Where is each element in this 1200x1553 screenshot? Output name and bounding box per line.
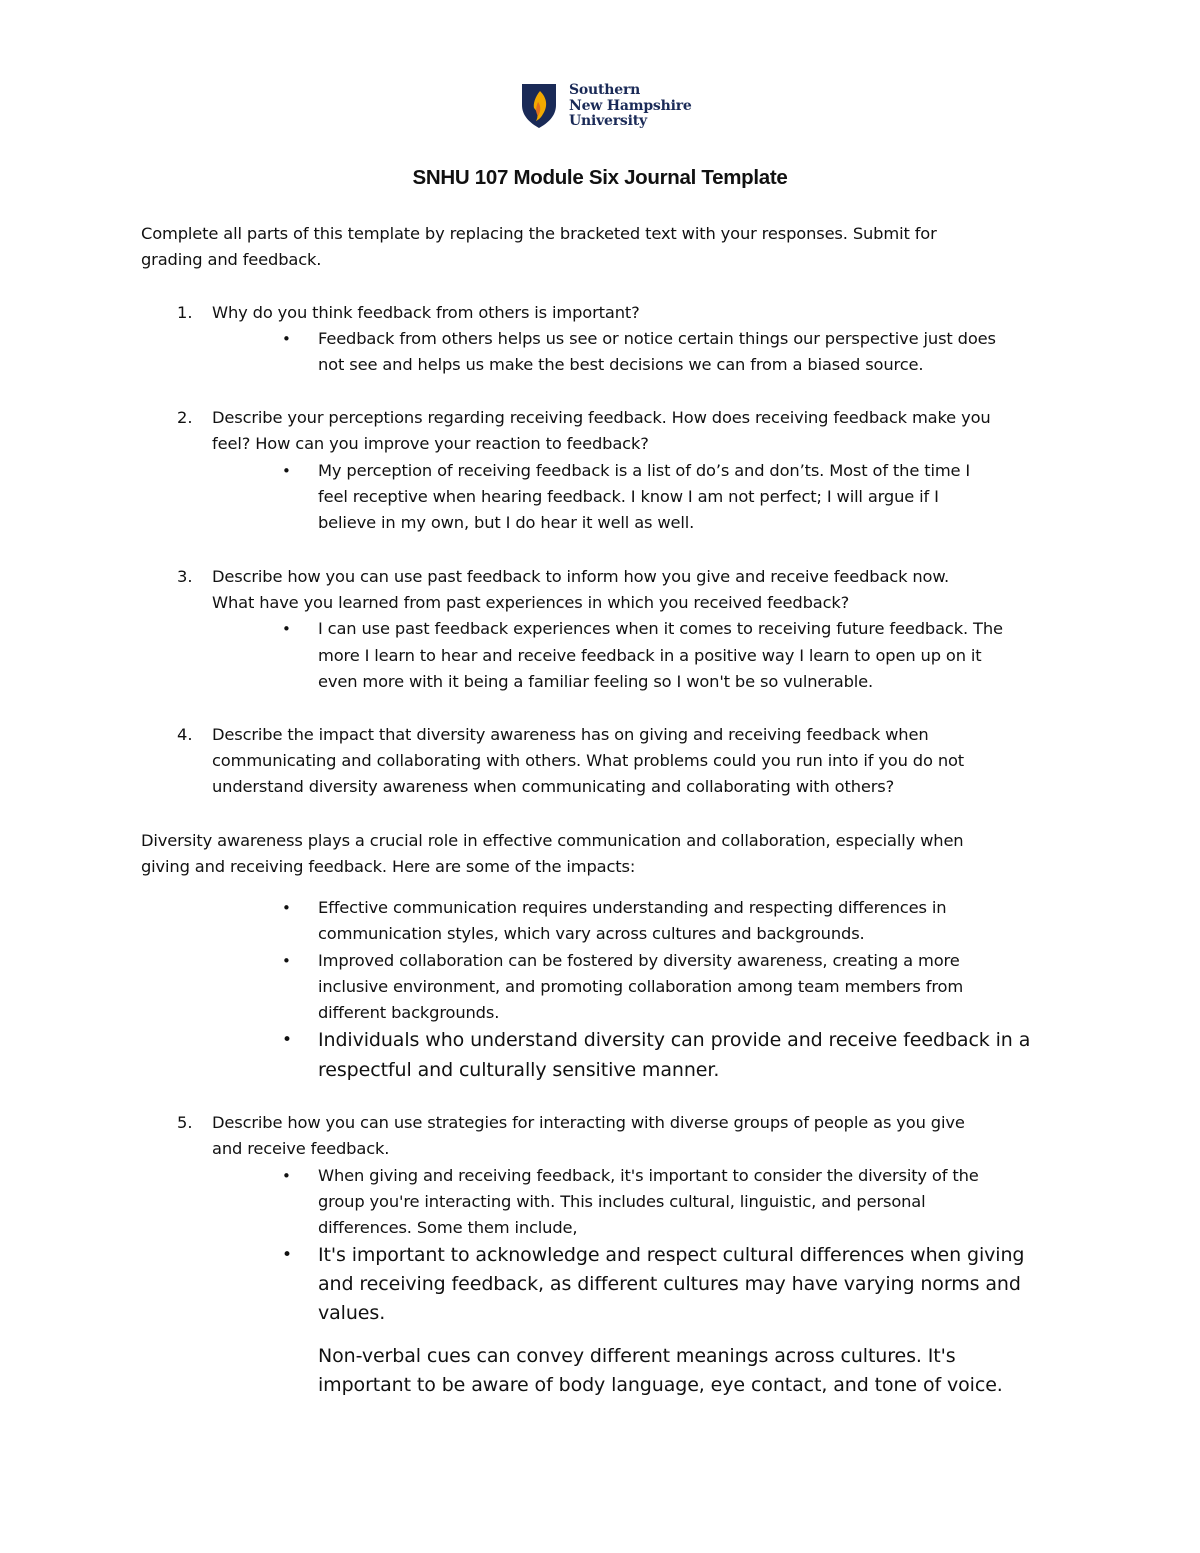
q5-answer-a-line-1: When giving and receiving feedback, it's important to consider the diversity of the xyxy=(318,1166,979,1185)
snhu-logo xyxy=(521,83,692,130)
impact-c-bullet-icon: • xyxy=(282,1030,293,1050)
q1-answer-line-2: not see and helps us make the best decisions we can from a biased source. xyxy=(318,355,924,374)
intro-line-1: Complete all parts of this template by replacing the bracketed text with your responses. Submit for xyxy=(141,224,937,243)
intro-line-2: grading and feedback. xyxy=(141,250,322,269)
q3-bullet-icon: • xyxy=(282,620,291,638)
shield-flame-logo-icon xyxy=(521,83,557,129)
q5-answer-b-line-2: and receiving feedback, as different cultures may have varying norms and xyxy=(318,1273,1021,1295)
q4-question-line-2: communicating and collaborating with others. What problems could you run into if you do not xyxy=(212,751,965,770)
impact-a-bullet-icon: • xyxy=(282,899,291,917)
impact-b-line-3: different backgrounds. xyxy=(318,1003,500,1022)
q5-question-line-1: Describe how you can use strategies for interacting with diverse groups of people as you give xyxy=(212,1113,965,1132)
q5-answer-a-bullet-icon: • xyxy=(282,1167,291,1185)
q1-bullet-icon: • xyxy=(282,330,291,348)
q1-answer-line-1: Feedback from others helps us see or notice certain things our perspective just does xyxy=(318,329,996,348)
q3-question-line-2: What have you learned from past experiences in which you received feedback? xyxy=(212,593,850,612)
q5-answer-c-line-1: Non-verbal cues can convey different meanings across cultures. It's xyxy=(318,1345,956,1367)
impact-c-line-2: respectful and culturally sensitive manner. xyxy=(318,1059,720,1081)
q2-answer-line-3: believe in my own, but I do hear it well as well. xyxy=(318,513,695,532)
q5-answer-a-line-2: group you're interacting with. This includes cultural, linguistic, and personal xyxy=(318,1192,926,1211)
impact-a-line-2: communication styles, which vary across cultures and backgrounds. xyxy=(318,924,865,943)
q3-answer-line-2: more I learn to hear and receive feedback in a positive way I learn to open up on it xyxy=(318,646,982,665)
impact-c-line-1: Individuals who understand diversity can provide and receive feedback in a xyxy=(318,1029,1031,1051)
q2-question-line-1: Describe your perceptions regarding receiving feedback. How does receiving feedback make you xyxy=(212,408,991,427)
q1-number: 1. xyxy=(177,303,193,322)
logo-line-1: Southern xyxy=(569,82,641,98)
q5-question-line-2: and receive feedback. xyxy=(212,1139,390,1158)
diversity-intro-line-2: giving and receiving feedback. Here are some of the impacts: xyxy=(141,857,636,876)
impact-b-line-2: inclusive environment, and promoting collaboration among team members from xyxy=(318,977,964,996)
logo-line-2: New Hampshire xyxy=(569,97,692,114)
q2-answer-line-2: feel receptive when hearing feedback. I know I am not perfect; I will argue if I xyxy=(318,487,939,506)
q5-answer-a-line-3: differences. Some them include, xyxy=(318,1218,578,1237)
q3-question-line-1: Describe how you can use past feedback to inform how you give and receive feedback now. xyxy=(212,567,950,586)
q5-answer-b-line-1: It's important to acknowledge and respect cultural differences when giving xyxy=(318,1244,1025,1266)
q5-answer-b-line-3: values. xyxy=(318,1302,386,1324)
logo-line-3: University xyxy=(569,113,647,129)
q1-question-line-1: Why do you think feedback from others is important? xyxy=(212,303,640,322)
logo-wordmark xyxy=(569,83,692,130)
q3-number: 3. xyxy=(177,567,193,586)
document-title: SNHU 107 Module Six Journal Template xyxy=(412,166,788,189)
q2-bullet-icon: • xyxy=(282,462,291,480)
q5-answer-c-line-2: important to be aware of body language, eye contact, and tone of voice. xyxy=(318,1374,1003,1396)
q2-number: 2. xyxy=(177,408,193,427)
q5-answer-b-bullet-icon: • xyxy=(282,1245,293,1265)
q2-question-line-2: feel? How can you improve your reaction to feedback? xyxy=(212,434,649,453)
q4-question-line-3: understand diversity awareness when communicating and collaborating with others? xyxy=(212,777,895,796)
diversity-intro-line-1: Diversity awareness plays a crucial role in effective communication and collaboration, especially when xyxy=(141,831,964,850)
q3-answer-line-1: I can use past feedback experiences when it comes to receiving future feedback. The xyxy=(318,619,1003,638)
q2-answer-line-1: My perception of receiving feedback is a list of do’s and don’ts. Most of the time I xyxy=(318,461,971,480)
q3-answer-line-3: even more with it being a familiar feeling so I won't be so vulnerable. xyxy=(318,672,874,691)
q5-number: 5. xyxy=(177,1113,193,1132)
q4-question-line-1: Describe the impact that diversity awareness has on giving and receiving feedback when xyxy=(212,725,929,744)
q4-number: 4. xyxy=(177,725,193,744)
impact-a-line-1: Effective communication requires understanding and respecting differences in xyxy=(318,898,947,917)
impact-b-bullet-icon: • xyxy=(282,952,291,970)
impact-b-line-1: Improved collaboration can be fostered by diversity awareness, creating a more xyxy=(318,951,960,970)
